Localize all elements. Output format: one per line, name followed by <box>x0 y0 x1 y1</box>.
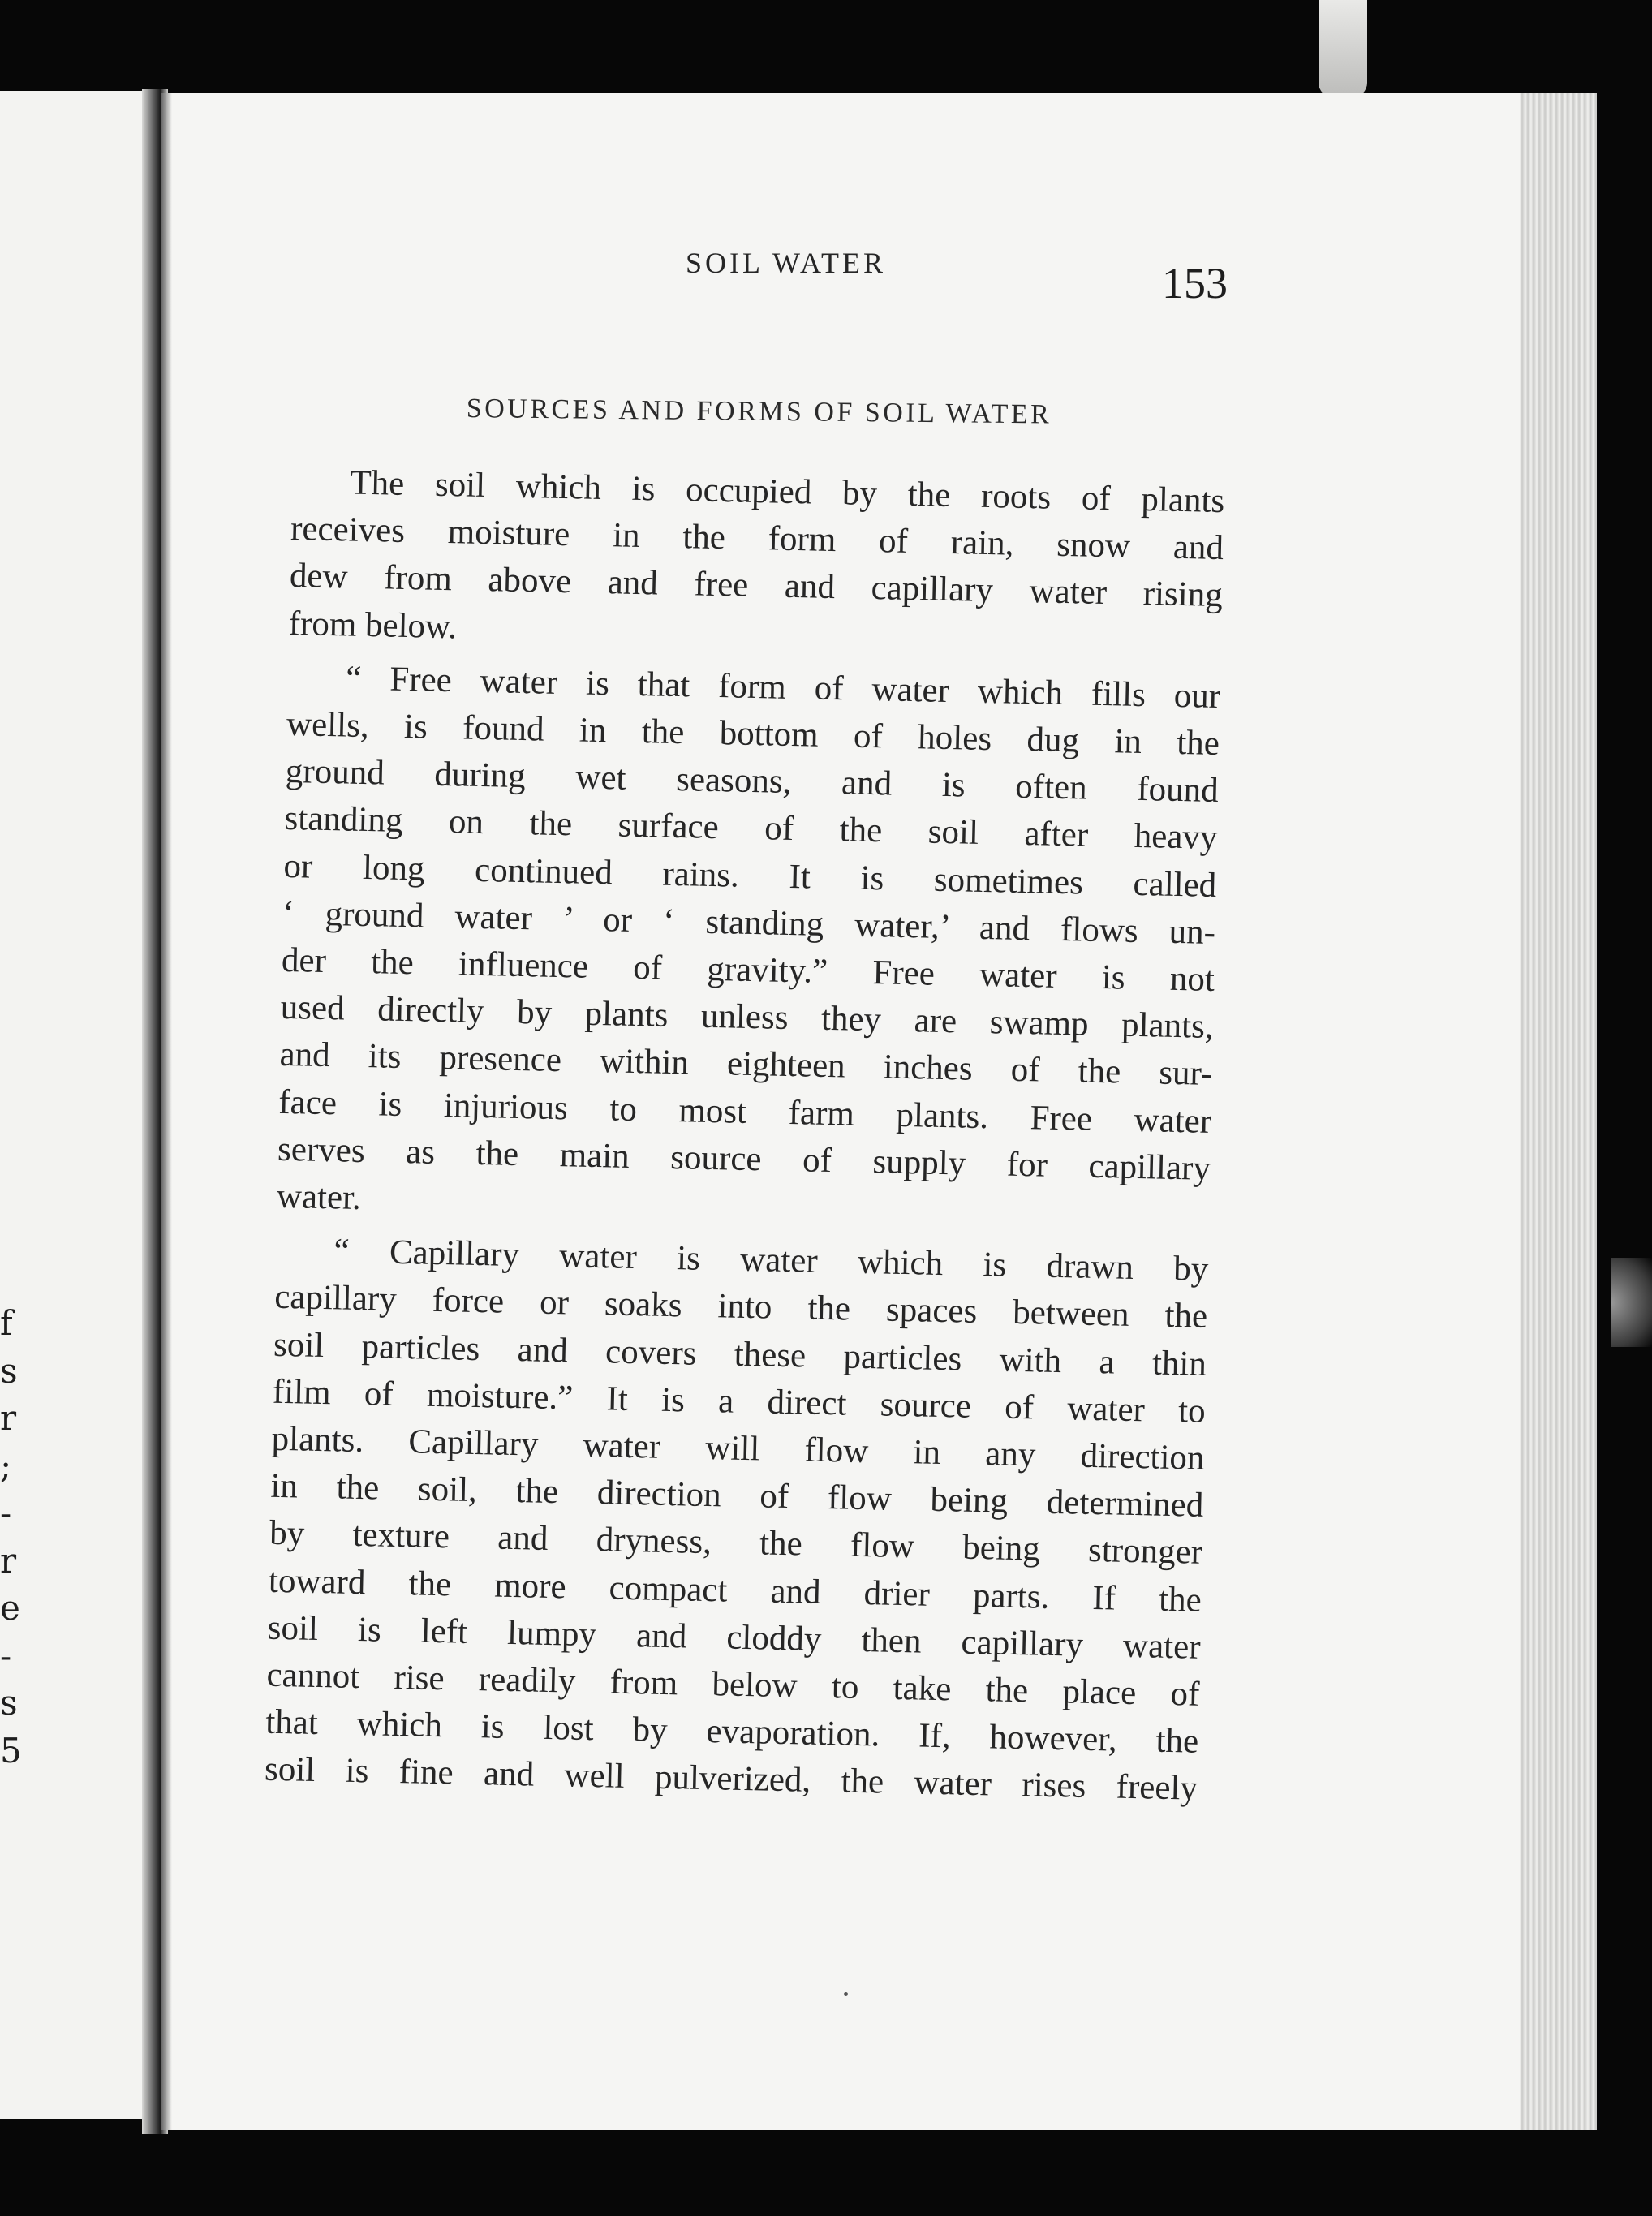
spine-shadow <box>161 93 172 2130</box>
left-page-fragment: r <box>0 1540 17 1581</box>
clip-shadow <box>1319 0 1367 97</box>
page-number: 153 <box>1162 259 1228 308</box>
text-line: soil is fine and well pulverized, the water rises freely <box>264 1750 1198 1809</box>
text-line: capillary force or soaks into the spaces between the <box>273 1278 1208 1336</box>
left-page-fragment: r <box>0 1398 17 1438</box>
paragraph <box>276 654 1220 1240</box>
left-page-fragment: e <box>0 1588 20 1628</box>
text-line: serves as the main source of supply for capillary <box>277 1130 1211 1188</box>
section-heading: SOURCES AND FORMS OF SOIL WATER <box>466 394 1052 430</box>
text-line: soil particles and covers these particles with a thin <box>273 1325 1207 1383</box>
text-line: plants. Capillary water will flow in any direction <box>271 1419 1205 1478</box>
text-line: receives moisture in the form of rain, snow and <box>290 510 1224 568</box>
left-page-fragment: s <box>0 1350 18 1391</box>
body-text <box>264 458 1224 1819</box>
text-line: in the soil, the direction of flow being determined <box>269 1466 1204 1525</box>
page-edge-stack <box>1520 93 1597 2130</box>
paragraph <box>265 1227 1209 1813</box>
paragraph <box>288 458 1225 667</box>
text-line: der the influence of gravity.” Free water is not <box>281 940 1215 999</box>
text-line: toward the more compact and drier parts. If the <box>268 1561 1202 1620</box>
text-line: water. <box>276 1177 362 1218</box>
text-line: by texture and dryness, the flow being stronger <box>269 1514 1203 1573</box>
text-line: “ Free water is that form of water which fills our <box>345 659 1221 716</box>
text-line: face is injurious to most farm plants. Free water <box>277 1082 1212 1141</box>
text-line: wells, is found in the bottom of holes dug in the <box>286 704 1220 764</box>
text-line: ground during wet seasons, and is often found <box>285 752 1220 811</box>
left-page-text-fragments <box>0 1300 32 1775</box>
text-line: dew from above and free and capillary water rising <box>289 557 1224 615</box>
text-line: “ Capillary water is water which is drawn by <box>333 1232 1209 1289</box>
left-page-fragment: s <box>0 1683 18 1723</box>
left-page-fragment: f <box>0 1303 13 1343</box>
text-line: standing on the surface of the soil after heavy <box>284 799 1218 858</box>
left-page-fragment: ; <box>0 1445 12 1486</box>
left-page-fragment: - <box>0 1635 12 1676</box>
left-page-fragment: 5 <box>0 1730 22 1771</box>
text-line: or long continued rains. It is sometimes called <box>282 846 1217 905</box>
text-line: cannot rise readily from below to take the place of <box>266 1655 1200 1714</box>
text-line: ‘ ground water ’ or ‘ standing water,’ and flows un- <box>282 893 1216 952</box>
left-facing-page <box>0 91 158 2119</box>
text-line: from below. <box>288 604 458 646</box>
running-head: SOIL WATER <box>686 247 886 279</box>
text-line: film of moisture.” It is a direct source of water to <box>272 1372 1207 1431</box>
page-fold-mark <box>1611 1258 1652 1347</box>
ink-speck <box>844 1992 848 1996</box>
text-line: and its presence within eighteen inches of the sur- <box>279 1035 1213 1094</box>
text-line: The soil which is occupied by the roots of plants <box>349 463 1225 521</box>
text-line: used directly by plants unless they are swamp plants, <box>280 988 1215 1047</box>
text-line: that which is lost by evaporation. If, however, the <box>265 1702 1199 1762</box>
text-line: soil is left lumpy and cloddy then capillary water <box>267 1608 1202 1667</box>
left-page-fragment: - <box>0 1493 12 1533</box>
